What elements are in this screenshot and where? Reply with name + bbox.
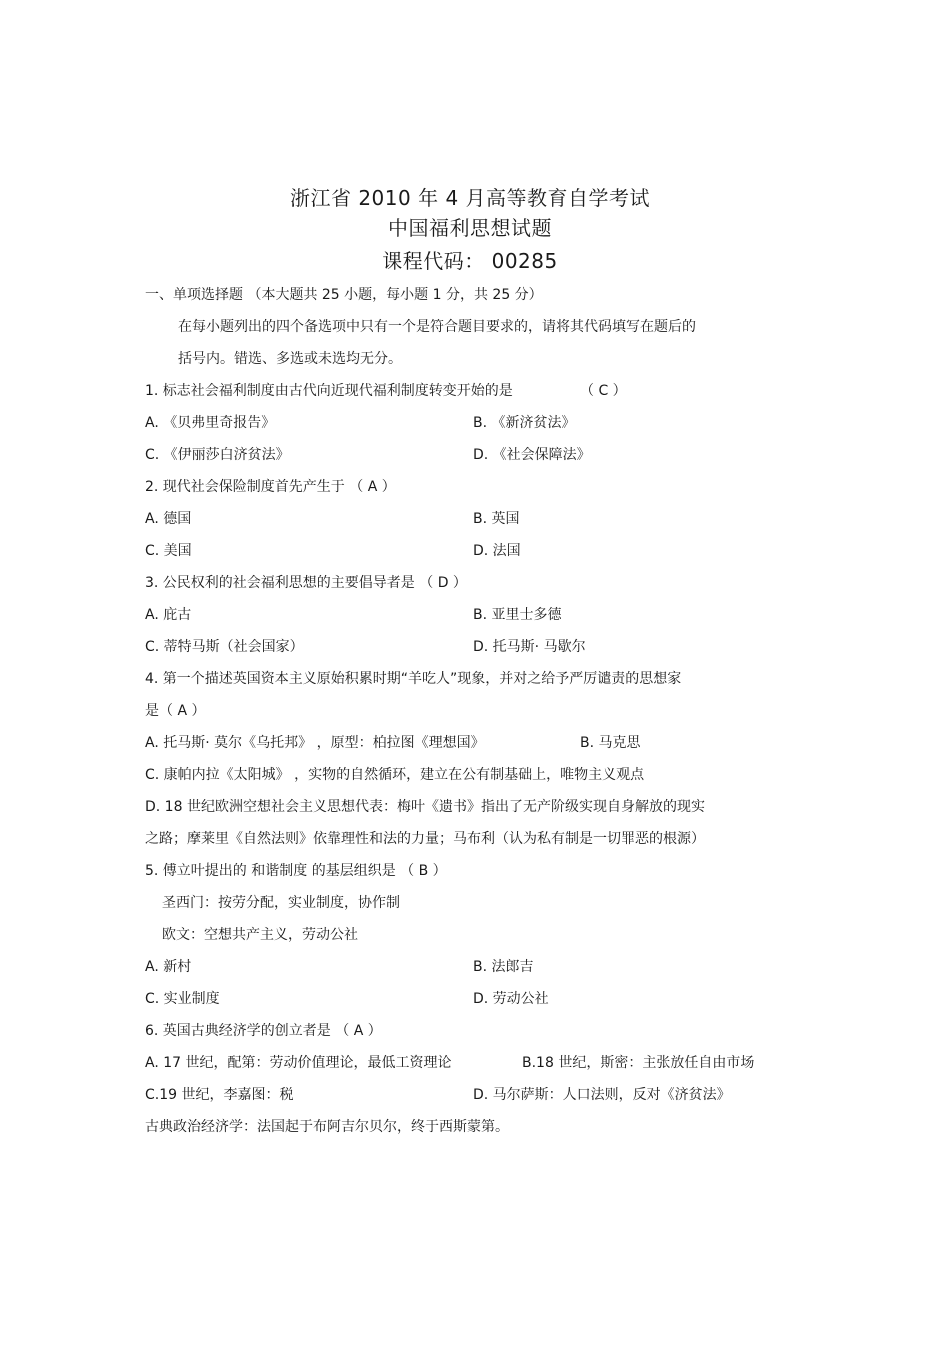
question-3-option-b: B. 亚里士多德 — [473, 607, 562, 623]
question-5-note-1: 圣西门：按劳分配，实业制度，协作制 — [162, 895, 400, 911]
exam-title: 浙江省 2010 年 4 月高等教育自学考试 — [289, 186, 651, 210]
question-6-note: 古典政治经济学：法国起于布阿吉尔贝尔，终于西斯蒙第。 — [145, 1119, 509, 1135]
question-6-option-c: C.19 世纪，李嘉图：税 — [145, 1087, 294, 1103]
section-instruction-1: 在每小题列出的四个备选项中只有一个是符合题目要求的，请将其代码填写在题后的 — [178, 319, 696, 335]
question-2-stem: 2. 现代社会保险制度首先产生于 （ A ） — [145, 479, 396, 495]
subject-title: 中国福利思想试题 — [388, 216, 552, 240]
question-6-option-d: D. 马尔萨斯：人口法则，反对《济贫法》 — [473, 1087, 731, 1103]
question-1-option-c: C. 《伊丽莎白济贫法》 — [145, 447, 290, 463]
question-4-option-d-line-1: D. 18 世纪欧洲空想社会主义思想代表：梅叶《遗书》指出了无产阶级实现自身解放的现实 — [145, 799, 705, 815]
question-4-option-d-line-2: 之路；摩莱里《自然法则》依靠理性和法的力量；马布利（认为私有制是一切罪恶的根源） — [145, 831, 705, 847]
section-instruction-2: 括号内。错选、多选或未选均无分。 — [178, 351, 402, 367]
question-5-stem: 5. 傅立叶提出的 和谐制度 的基层组织是 （ B ） — [145, 863, 447, 879]
question-6-option-b: B.18 世纪，斯密：主张放任自由市场 — [522, 1055, 755, 1071]
question-5-option-d: D. 劳动公社 — [473, 991, 549, 1007]
question-2-option-c: C. 美国 — [145, 543, 192, 559]
question-4-stem-line-1: 4. 第一个描述英国资本主义原始积累时期“羊吃人”现象，并对之给予严厉谴责的思想家 — [145, 671, 682, 687]
question-1-option-b: B. 《新济贫法》 — [473, 415, 576, 431]
question-4-stem-line-2: 是（ A ） — [145, 703, 206, 719]
question-6-stem: 6. 英国古典经济学的创立者是 （ A ） — [145, 1023, 382, 1039]
question-3-stem: 3. 公民权利的社会福利思想的主要倡导者是 （ D ） — [145, 575, 467, 591]
course-code: 课程代码： 00285 — [382, 249, 558, 273]
question-5-option-a: A. 新村 — [145, 959, 192, 975]
question-1-option-a: A. 《贝弗里奇报告》 — [145, 415, 276, 431]
question-5-option-c: C. 实业制度 — [145, 991, 220, 1007]
question-4-option-a: A. 托马斯· 莫尔《乌托邦》 ，原型：柏拉图《理想国》 — [145, 735, 485, 751]
question-1-stem: 1. 标志社会福利制度由古代向近现代福利制度转变开始的是 — [145, 383, 513, 399]
question-5-option-b: B. 法郎吉 — [473, 959, 534, 975]
question-2-option-b: B. 英国 — [473, 511, 520, 527]
question-5-note-2: 欧文：空想共产主义，劳动公社 — [162, 927, 358, 943]
question-2-option-d: D. 法国 — [473, 543, 521, 559]
question-4-option-c: C. 康帕内拉《太阳城》 ，实物的自然循环，建立在公有制基础上，唯物主义观点 — [145, 767, 645, 783]
question-3-option-c: C. 蒂特马斯（社会国家） — [145, 639, 304, 655]
section-heading: 一、单项选择题 （本大题共 25 小题，每小题 1 分，共 25 分） — [145, 287, 543, 303]
question-6-option-a: A. 17 世纪，配第：劳动价值理论，最低工资理论 — [145, 1055, 452, 1071]
question-1-answer: （ C ） — [580, 383, 627, 399]
question-2-option-a: A. 德国 — [145, 511, 192, 527]
question-3-option-a: A. 庇古 — [145, 607, 192, 623]
question-4-option-b: B. 马克思 — [580, 735, 641, 751]
question-1-option-d: D. 《社会保障法》 — [473, 447, 591, 463]
question-3-option-d: D. 托马斯· 马歇尔 — [473, 639, 586, 655]
